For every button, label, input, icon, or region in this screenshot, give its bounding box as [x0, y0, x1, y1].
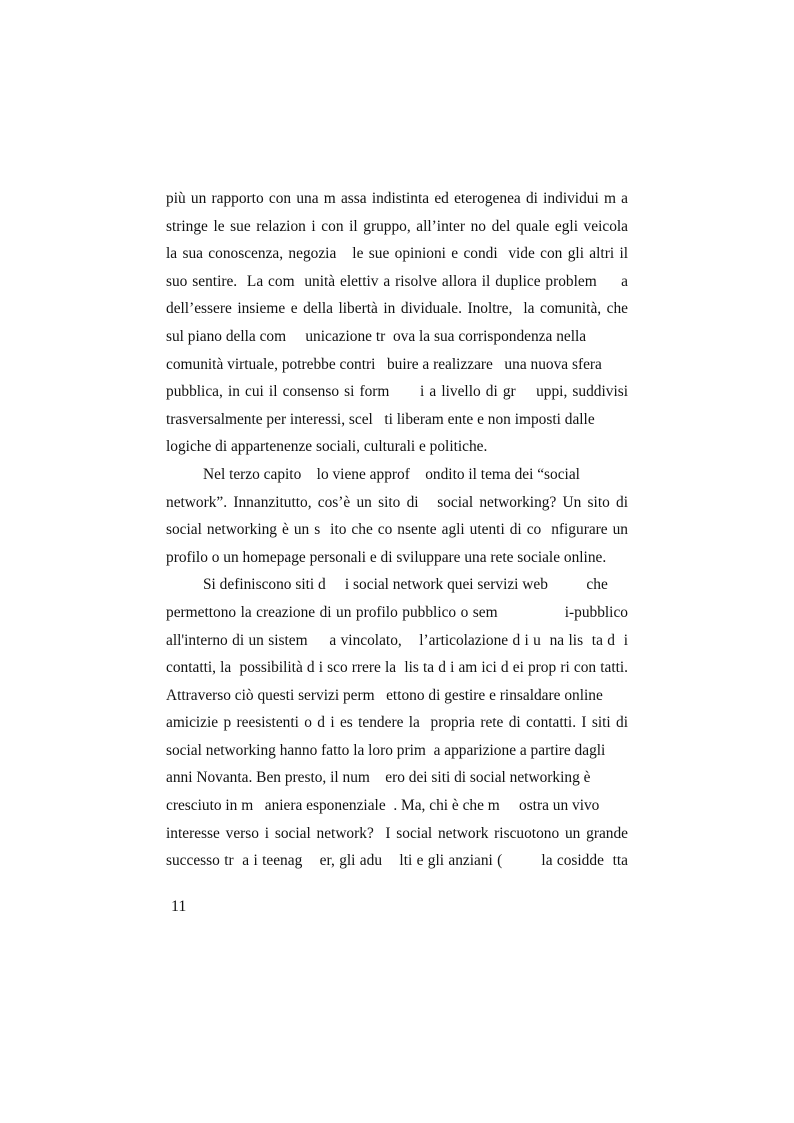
text-line: pubblica, in cui il consenso si form i a livello di gr uppi, suddivisi	[166, 383, 628, 401]
text-line: sul piano della com unicazione tr ova la sua corrispondenza nella	[166, 327, 587, 345]
text-line: social networking è un s ito che co nsente agli utenti di co nfigurare un	[166, 521, 628, 539]
text-line: Attraverso ciò questi servizi perm ettono di gestire e rinsaldare online	[166, 686, 603, 704]
text-line: stringe le sue relazion i con il gruppo, all’inter no del quale egli veicola	[166, 217, 628, 235]
text-line: network”. Innanzitutto, cos’è un sito di social networking? Un sito di	[166, 493, 628, 511]
paragraph-first-line: Si definiscono siti d i social network quei servizi web che	[203, 576, 608, 594]
text-line: successo tr a i teenag er, gli adu lti e gli anziani ( la cosidde tta	[166, 852, 628, 870]
text-line: suo sentire. La com unità elettiv a risolve allora il duplice problem a	[166, 272, 628, 290]
body-text	[166, 185, 628, 875]
text-line: social networking hanno fatto la loro prim a apparizione a partire dagli	[166, 741, 606, 759]
text-line: amicizie p reesistenti o d i es tendere la propria rete di contatti. I siti di	[166, 714, 628, 732]
text-line: contatti, la possibilità d i sco rrere la lis ta d i am ici d ei prop ri con tatti.	[166, 659, 628, 677]
text-line: dell’essere insieme e della libertà in dividuale. Inoltre, la comunità, che	[166, 300, 628, 318]
text-line: interesse verso i social network? I social network riscuotono un grande	[166, 824, 628, 842]
text-line: cresciuto in m aniera esponenziale . Ma, chi è che m ostra un vivo	[166, 797, 600, 815]
paragraph-first-line: Nel terzo capito lo viene approf ondito il tema dei “social	[203, 465, 580, 483]
text-line: comunità virtuale, potrebbe contri buire a realizzare una nuova sfera	[166, 355, 602, 373]
text-line: logiche di appartenenze sociali, culturali e politiche.	[166, 438, 488, 456]
text-line: la sua conoscenza, negozia le sue opinioni e condi vide con gli altri il	[166, 245, 628, 263]
text-line: anni Novanta. Ben presto, il num ero dei siti di social networking è	[166, 769, 591, 787]
text-line: all'interno di un sistem a vincolato, l’articolazione d i u na lis ta d i	[166, 631, 628, 649]
text-line: trasversalmente per interessi, scel ti liberam ente e non imposti dalle	[166, 410, 595, 428]
text-line: permettono la creazione di un profilo pubblico o sem i-pubblico	[166, 603, 628, 621]
text-line: profilo o un homepage personali e di sviluppare una rete sociale online.	[166, 548, 607, 566]
text-line: più un rapporto con una m assa indistinta ed eterogenea di individui m a	[166, 190, 628, 207]
page-number: 11	[171, 898, 187, 915]
